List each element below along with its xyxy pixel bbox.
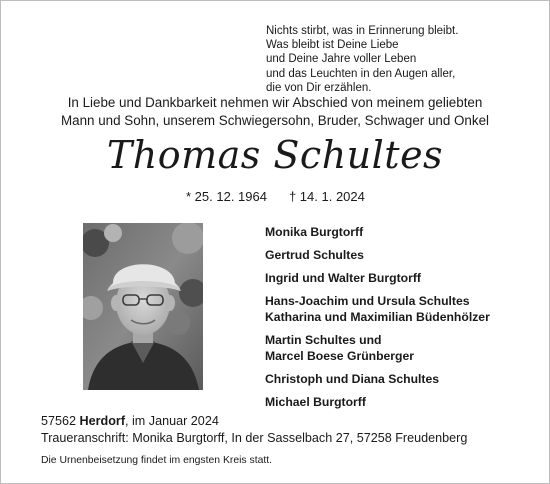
poem-line: Was bleibt ist Deine Liebe — [266, 39, 399, 52]
poem-line: und das Leuchten in den Augen aller, — [266, 67, 456, 80]
intro-line: Mann und Sohn, unserem Schwiegersohn, Bruder, Schwager und Onkel — [60, 113, 489, 128]
burial-note: Die Urnenbeisetzung findet im engsten Kreis statt. — [41, 455, 273, 466]
mourner-name: Christoph und Diana Schultes — [265, 372, 440, 386]
poem-line: die von Dir erzählen. — [266, 81, 372, 94]
poem — [266, 24, 458, 95]
mourner-name: Ingrid und Walter Burgtorff — [265, 271, 421, 285]
mourner-name: Katharina und Maximilian Büdenhölzer — [265, 310, 490, 324]
poem-line: und Deine Jahre voller Leben — [266, 53, 417, 66]
mourners-list — [265, 224, 490, 417]
mourning-address: Traueranschrift: Monika Burgtorff, In der Sasselbach 27, 57258 Freudenberg — [41, 431, 468, 445]
mourner-name: Hans-Joachim und Ursula Schultes — [265, 294, 470, 308]
mourner-name: Michael Burgtorff — [265, 395, 366, 409]
poem-line: Nichts stirbt, was in Erinnerung bleibt. — [266, 25, 459, 37]
place-zip: 57562 — [41, 414, 77, 428]
place-date — [41, 414, 219, 428]
place-date-text: , im Januar 2024 — [125, 414, 219, 428]
mourner-name: Monika Burgtorff — [265, 225, 364, 239]
mourner-name: Martin Schultes und — [265, 333, 382, 347]
mourner-name: Gertrud Schultes — [265, 248, 364, 262]
mourner-name: Marcel Boese Grünberger — [265, 349, 415, 363]
intro-line: In Liebe und Dankbarkeit nehmen wir Abschied von meinem geliebten — [67, 95, 483, 110]
intro-text — [0, 94, 550, 130]
death-date: † 14. 1. 2024 — [288, 189, 365, 204]
portrait-photo — [83, 223, 203, 390]
birth-date: * 25. 12. 1964 — [186, 189, 267, 204]
place-town: Herdorf — [79, 414, 126, 428]
deceased-name: Thomas Schultes — [106, 133, 444, 177]
life-dates — [186, 189, 365, 204]
